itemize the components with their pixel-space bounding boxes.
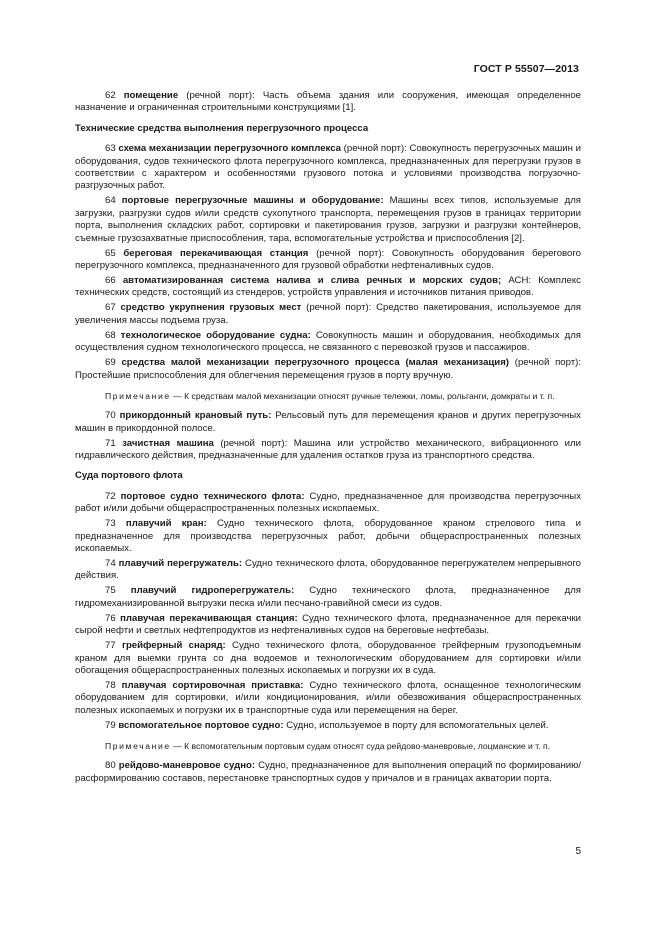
term-definition: (речной порт): Совокупность перегрузочных машин и оборудования, судов технического флота перегрузочного комплекса, предназначенных для перегрузки грузов в соответствии с характером и особенностями грузового потока и условиями производства погрузочно-разгрузочных работ.	[75, 143, 581, 192]
standard-code: ГОСТ Р 55507—2013	[473, 63, 579, 75]
section-title-port-fleet: Суда портового флота	[75, 470, 183, 482]
entries-section-1	[75, 143, 581, 382]
term-name: помещение	[123, 90, 179, 101]
term-definition: Судно технического флота, оборудованное краном стрелового типа и предназначенное для производства перегрузочных работ, добычи общераспространенных полезных ископаемых.	[75, 518, 581, 554]
term-number: 65	[105, 247, 116, 259]
document-body	[75, 90, 581, 788]
term-definition: Судно, используемое в порту для вспомогательных целей.	[283, 719, 549, 731]
term-entry	[75, 720, 581, 732]
term-definition: Совокупность машин и оборудования, необходимых для осуществления судном технологического процесса, не связанного с перевозкой грузов и пассажиров.	[75, 329, 581, 354]
term-definition: (речной порт): Средство пакетирования, используемое для увеличения массы подъема груза.	[75, 302, 581, 326]
term-entry	[75, 760, 581, 785]
term-entry	[75, 248, 581, 273]
term-number: 68	[105, 329, 116, 341]
term-definition: Судно технического флота, оборудованное перегружателем непрерывного действия.	[75, 557, 581, 582]
term-definition: Судно, предназначенное для выполнения операций по формированию/расформированию составов, перестановке транспортных судов у причалов и в границах акватории порта.	[75, 760, 581, 784]
term-entry	[75, 491, 581, 516]
term-entry	[75, 613, 581, 638]
term-name: портовое судно технического флота:	[120, 490, 305, 502]
term-number: 71	[105, 437, 116, 449]
term-name: плавучий гидроперегружатель:	[130, 585, 295, 597]
term-definition: (речной порт): Часть объема здания или сооружения, имеющая определенное назначение и ограниченная строительными конструкциями [1].	[75, 90, 581, 114]
term-entry	[75, 640, 581, 677]
term-name: технологическое оборудование судна:	[120, 329, 311, 341]
term-number: 63	[105, 143, 116, 155]
term-entry	[75, 330, 581, 355]
term-number: 80	[105, 760, 116, 772]
term-entry	[75, 357, 581, 382]
term-entry	[75, 438, 581, 463]
section-title-technical-means: Технические средства выполнения перегрузочного процесса	[75, 122, 369, 134]
term-number: 76	[105, 612, 116, 624]
note-dash: —	[170, 741, 185, 752]
note-dash: —	[170, 391, 185, 402]
term-name: прикордонный крановый путь:	[119, 410, 272, 422]
term-definition: Судно технического флота, предназначенное для перекачки сырой нефти и светлых нефтепродуктов из нефтеналивных судов на береговые нефтебазы.	[75, 612, 581, 637]
term-number: 78	[105, 679, 116, 691]
term-entry	[75, 558, 581, 583]
term-name: средства малой механизации перегрузочного процесса (малая механизация)	[121, 357, 509, 369]
term-name: портовые перегрузочные машины и оборудование:	[121, 195, 384, 207]
term-number: 64	[105, 195, 116, 207]
term-number: 77	[105, 640, 116, 652]
term-definition: Судно технического флота, оборудованное грейферным грузоподъемным краном для выемки грунта со дна водоемов и технологическим оборудованием для сортировки и/или обогащения общераспространенных полезных ископаемых и погрузки их в суда.	[75, 640, 582, 676]
term-number: 67	[105, 302, 116, 314]
entries-top	[75, 90, 581, 115]
entries-section-1b	[75, 410, 581, 462]
term-entry	[75, 410, 581, 435]
term-definition: Рельсовый путь для перемещения кранов и других перегрузочных машин в прикордонной полосе.	[75, 410, 581, 434]
term-entry	[75, 143, 581, 193]
term-name: схема механизации перегрузочного комплекса	[118, 143, 341, 155]
term-name: береговая перекачивающая станция	[123, 247, 309, 259]
term-number: 70	[105, 410, 116, 422]
note-text: К средствам малой механизации относят ручные тележки, ломы, рольганги, домкраты и т. п.	[184, 391, 555, 402]
term-name: рейдово-маневровое судно:	[118, 760, 256, 772]
term-number: 69	[105, 357, 116, 369]
term-definition: Судно технического флота, предназначенное для гидромеханизированной выгрузки песка и/или песчано-гравийной смеси из судов.	[75, 585, 581, 609]
term-name: средство укрупнения грузовых мест	[120, 302, 302, 314]
term-definition: Судно технического флота, оснащенное технологическим оборудованием для сортировки, и/или кондиционирования, и/или обезвоживания общераспространенных полезных ископаемых и погрузки их в транспортные суда или перемещения на берег.	[75, 679, 581, 716]
term-name: плавучая сортировочная приставка:	[121, 679, 304, 691]
note-2	[75, 740, 581, 752]
term-entry	[75, 90, 581, 115]
term-definition: (речной порт): Машина или устройство механического, вибрационного или гидравлического действия, предназначенные для удаления остатков груза из транспортного средства.	[75, 437, 582, 461]
term-number: 73	[105, 518, 116, 530]
term-definition: Машины всех типов, используемые для загрузки, разгрузки судов и/или средств сухопутного транспорта, перемещения грузов в границах территории порта, выполнения складских работ, сортировки и пакетирования грузов, загрузки и разгрузки контейнеров, съемные грузозахватные приспособления, тара, вспомогательные устройства и приспособления [2].	[75, 195, 581, 244]
term-number: 72	[105, 490, 116, 502]
note-text: К вспомогательным портовым судам относят суда рейдово-маневровые, лоцманские и т. п.	[184, 741, 551, 752]
page-number: 5	[575, 846, 581, 857]
term-number: 62	[105, 90, 116, 101]
term-name: зачистная машина	[122, 437, 214, 449]
term-definition: (речной порт): Совокупность оборудования берегового перегрузочного комплекса, предназначенного для грузовой обработки нефтеналивных судов.	[75, 247, 581, 272]
term-name: автоматизированная система налива и слива речных и морских судов;	[122, 275, 502, 287]
term-entry	[75, 518, 581, 555]
term-definition: (речной порт): Простейшие приспособления для облегчения перемещения грузов в порту вручную.	[75, 357, 581, 381]
term-name: грейферный снаряд:	[121, 640, 226, 652]
term-entry	[75, 275, 581, 300]
term-entry	[75, 195, 581, 245]
note-label: Примечание	[105, 391, 171, 402]
term-name: плавучая перекачивающая станция:	[120, 612, 298, 624]
entries-section-2	[75, 491, 581, 732]
term-name: плавучий перегружатель:	[118, 557, 243, 569]
term-number: 79	[105, 719, 116, 731]
term-name: плавучий кран:	[125, 518, 207, 530]
term-entry	[75, 585, 581, 610]
entries-section-2b	[75, 760, 581, 785]
term-definition: АСН: Комплекс технических средств, состоящий из стендеров, устройств управления и источников питания приводов.	[75, 275, 581, 299]
term-name: вспомогательное портовое судно:	[118, 719, 284, 731]
term-definition: Судно, предназначенное для производства перегрузочных работ и/или добычи общераспространенных полезных ископаемых.	[75, 490, 581, 515]
term-entry	[75, 302, 581, 327]
note-1	[75, 390, 581, 402]
note-label: Примечание	[105, 741, 171, 752]
term-number: 66	[105, 275, 116, 287]
term-number: 74	[105, 557, 116, 569]
term-entry	[75, 680, 581, 717]
term-number: 75	[105, 585, 116, 597]
